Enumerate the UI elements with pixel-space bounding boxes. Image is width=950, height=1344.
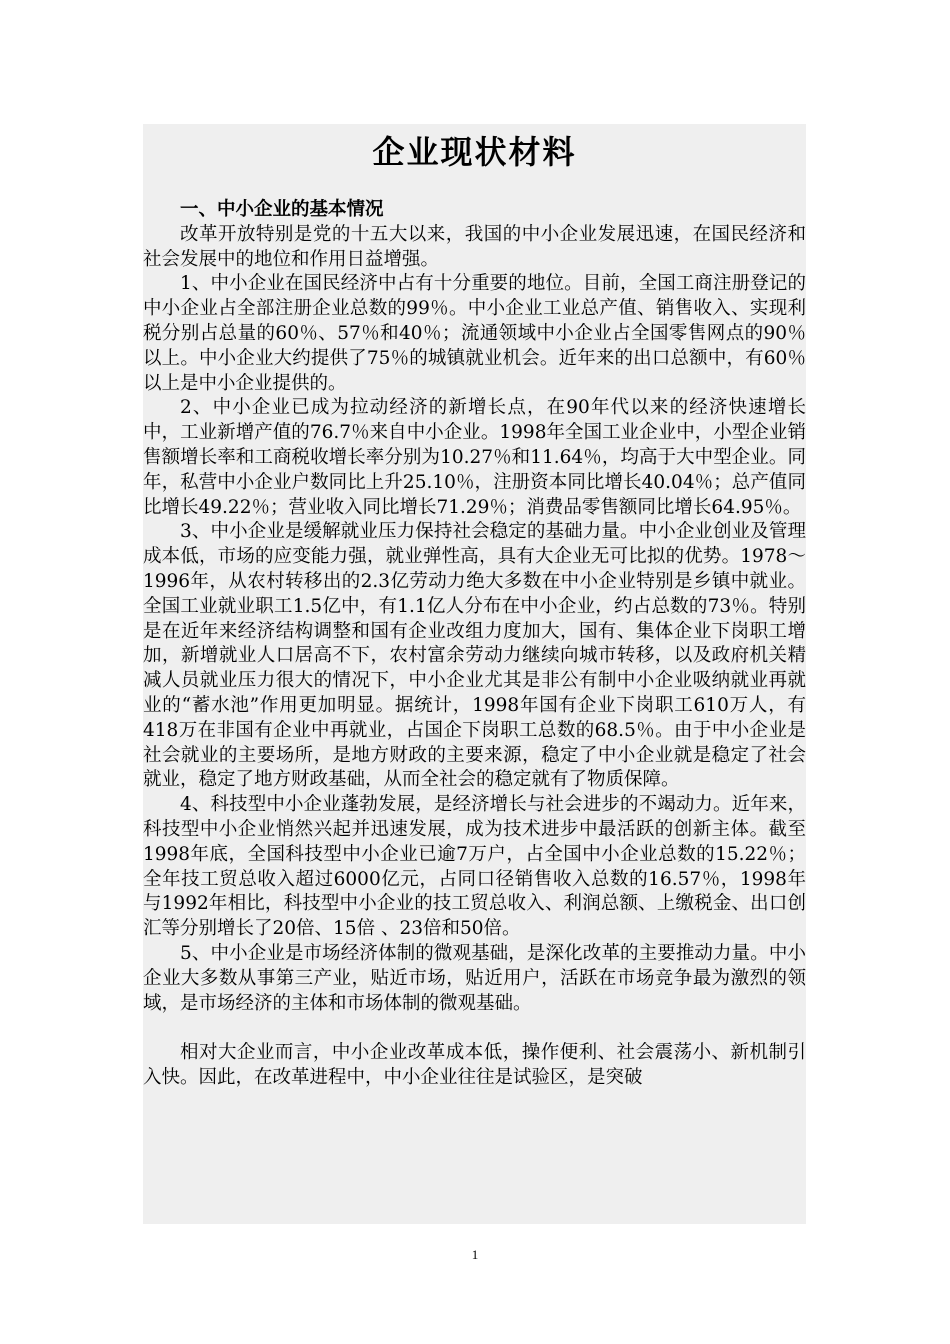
paragraph-continuation: 相对大企业而言，中小企业改革成本低，操作便利、社会震荡小、新机制引入快。因此，在改革进程中，中小企业往往是试验区，是突破 — [143, 1042, 806, 1088]
paragraph-gap — [143, 1016, 806, 1041]
paragraph-point-3: 3、中小企业是缓解就业压力保持社会稳定的基础力量。中小企业创业及管理成本低，市场的应变能力强，就业弹性高，具有大企业无可比拟的优势。1978～1996年，从农村转移出的2.3亿劳动力绝大多数在中小企业特别是乡镇中就业。全国工业就业职工1.5亿中，有1.1亿人分布在中小企业，约占总数的73％。特别是在近年来经济结构调整和国有企业改组力度加大，国有、集体企业下岗职工增加，新增就业人口居高不下，农村富余劳动力继续向城市转移，以及政府机关精减人员就业压力很大的情况下，中小企业尤其是非公有制中小企业吸纳就业再就业的“蓄水池”作用更加明显。据统计，1998年国有企业下岗职工610万人，有418万在非国有企业中再就业，占国企下岗职工总数的68.5％。由于中小企业是社会就业的主要场所，是地方财政的主要来源，稳定了中小企业就是稳定了社会就业，稳定了地方财政基础，从而全社会的稳定就有了物质保障。 — [143, 521, 806, 791]
document-title: 企业现状材料 — [372, 133, 577, 171]
paragraph-point-5: 5、中小企业是市场经济体制的微观基础，是深化改革的主要推动力量。中小企业大多数从事第三产业，贴近市场，贴近用户，活跃在市场竞争最为激烈的领域，是市场经济的主体和市场体制的微观基础。 — [143, 942, 806, 1014]
document-body — [143, 198, 806, 1091]
page-number: 1 — [471, 1247, 479, 1262]
paragraph-point-2: 2、中小企业已成为拉动经济的新增长点，在90年代以来的经济快速增长中，工业新增产值的76.7％来自中小企业。1998年全国工业企业中，小型企业销售额增长率和工商税收增长率分别为10.27％和11.64％，均高于大中型企业。同年，私营中小企业户数同比上升25.10％，注册资本同比增长40.04％；总产值同比增长49.22％；营业收入同比增长71.29％；消费品零售额同比增长64.95％。 — [143, 397, 806, 518]
section-heading: 一、中小企业的基本情况 — [180, 199, 384, 220]
paragraph-point-4: 4、科技型中小企业蓬勃发展，是经济增长与社会进步的不竭动力。近年来，科技型中小企业悄然兴起并迅速发展，成为技术进步中最活跃的创新主体。截至1998年底，全国科技型中小企业已逾7万户，占全国中小企业总数的15.22％；全年技工贸总收入超过6000亿元，占同口径销售收入总数的16.57％，1998年与1992年相比，科技型中小企业的技工贸总收入、利润总额、上缴税金、出口创汇等分别增长了20倍、15倍 、23倍和50倍。 — [143, 794, 806, 940]
paragraph-intro: 改革开放特别是党的十五大以来，我国的中小企业发展迅速，在国民经济和社会发展中的地位和作用日益增强。 — [143, 223, 806, 270]
paragraph-point-1: 1、中小企业在国民经济中占有十分重要的地位。目前，全国工商注册登记的中小企业占全部注册企业总数的99％。中小企业工业总产值、销售收入、实现利税分别占总量的60％、57％和40％；流通领域中小企业占全国零售网点的90％以上。中小企业大约提供了75％的城镇就业机会。近年来的出口总额中，有60％以上是中小企业提供的。 — [143, 273, 806, 394]
